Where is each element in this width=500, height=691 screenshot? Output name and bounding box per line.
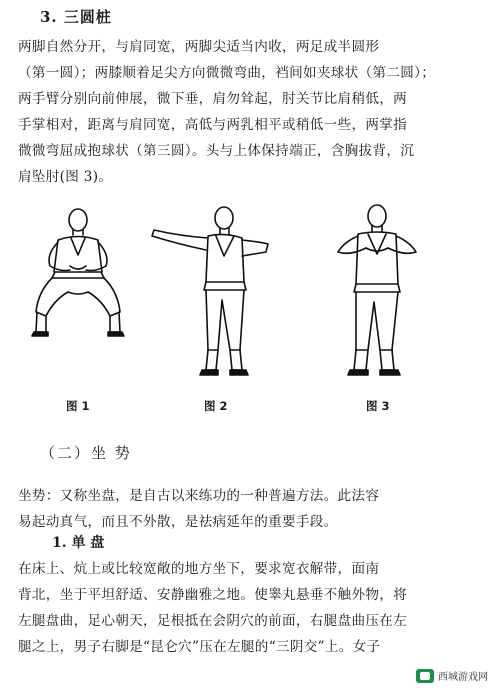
- paragraph-stance: [18, 34, 484, 190]
- paragraph-single-lotus: [18, 556, 484, 660]
- paragraph-sitting: [18, 483, 484, 535]
- text-line: 微微弯屈成抱球状（第三圆）。头与上体保持端正，含胸拔背，沉: [18, 143, 415, 159]
- figure-2-illustration: [150, 200, 280, 390]
- text-line: 易起动真气，而且不外散，是祛病延年的重要手段。: [18, 514, 338, 530]
- text-line: 腿之上，男子右脚是“昆仑穴”压在左腿的“三阴交”上。女子: [18, 639, 381, 655]
- text-line: （第一圆）；两膝顺着足尖方向微微弯曲，裆间如夹球状（第二圆）；: [18, 65, 436, 81]
- watermark-text: 西城游戏网: [438, 672, 488, 683]
- text-line: 左腿盘曲，足心朝天，足根抵在会阴穴的前面，右腿盘曲压在左: [18, 613, 408, 629]
- text-line: 背北，坐于平坦舒适、安静幽雅之地。使睾丸悬垂不触外物，将: [18, 587, 408, 603]
- text-line: 两手臂分别向前伸展，微下垂，肩勿耸起，肘关节比肩稍低，两: [18, 91, 408, 107]
- text-line: 两脚自然分开，与肩同宽，两脚尖适当内收，两足成半圆形: [18, 39, 380, 55]
- section2-title: （二）坐 势: [40, 444, 132, 462]
- watermark: [412, 666, 492, 685]
- text-line: 在床上、炕上或比较宽敞的地方坐下，要求宽衣解带，面南: [18, 561, 380, 577]
- figure-2-caption: 图 2: [204, 399, 228, 413]
- figure-3-caption: 图 3: [366, 399, 390, 413]
- text-line: 手掌相对，距离与肩同宽，高低与两乳相平或稍低一些，两掌指: [18, 117, 408, 133]
- figure-3-illustration: [322, 200, 432, 390]
- figure-1-caption: 图 1: [66, 399, 90, 413]
- subsection-title: 1. 单 盘: [52, 535, 105, 551]
- section-title: 3. 三圆桩: [40, 8, 112, 26]
- watermark-logo-icon: [416, 669, 434, 683]
- figure-row: [0, 200, 500, 430]
- text-line: 坐势：又称坐盘，是自古以来练功的一种普遍方法。此法容: [18, 488, 380, 504]
- figure-1-illustration: [28, 200, 128, 350]
- text-line: 肩坠肘(图 3)。: [18, 169, 113, 185]
